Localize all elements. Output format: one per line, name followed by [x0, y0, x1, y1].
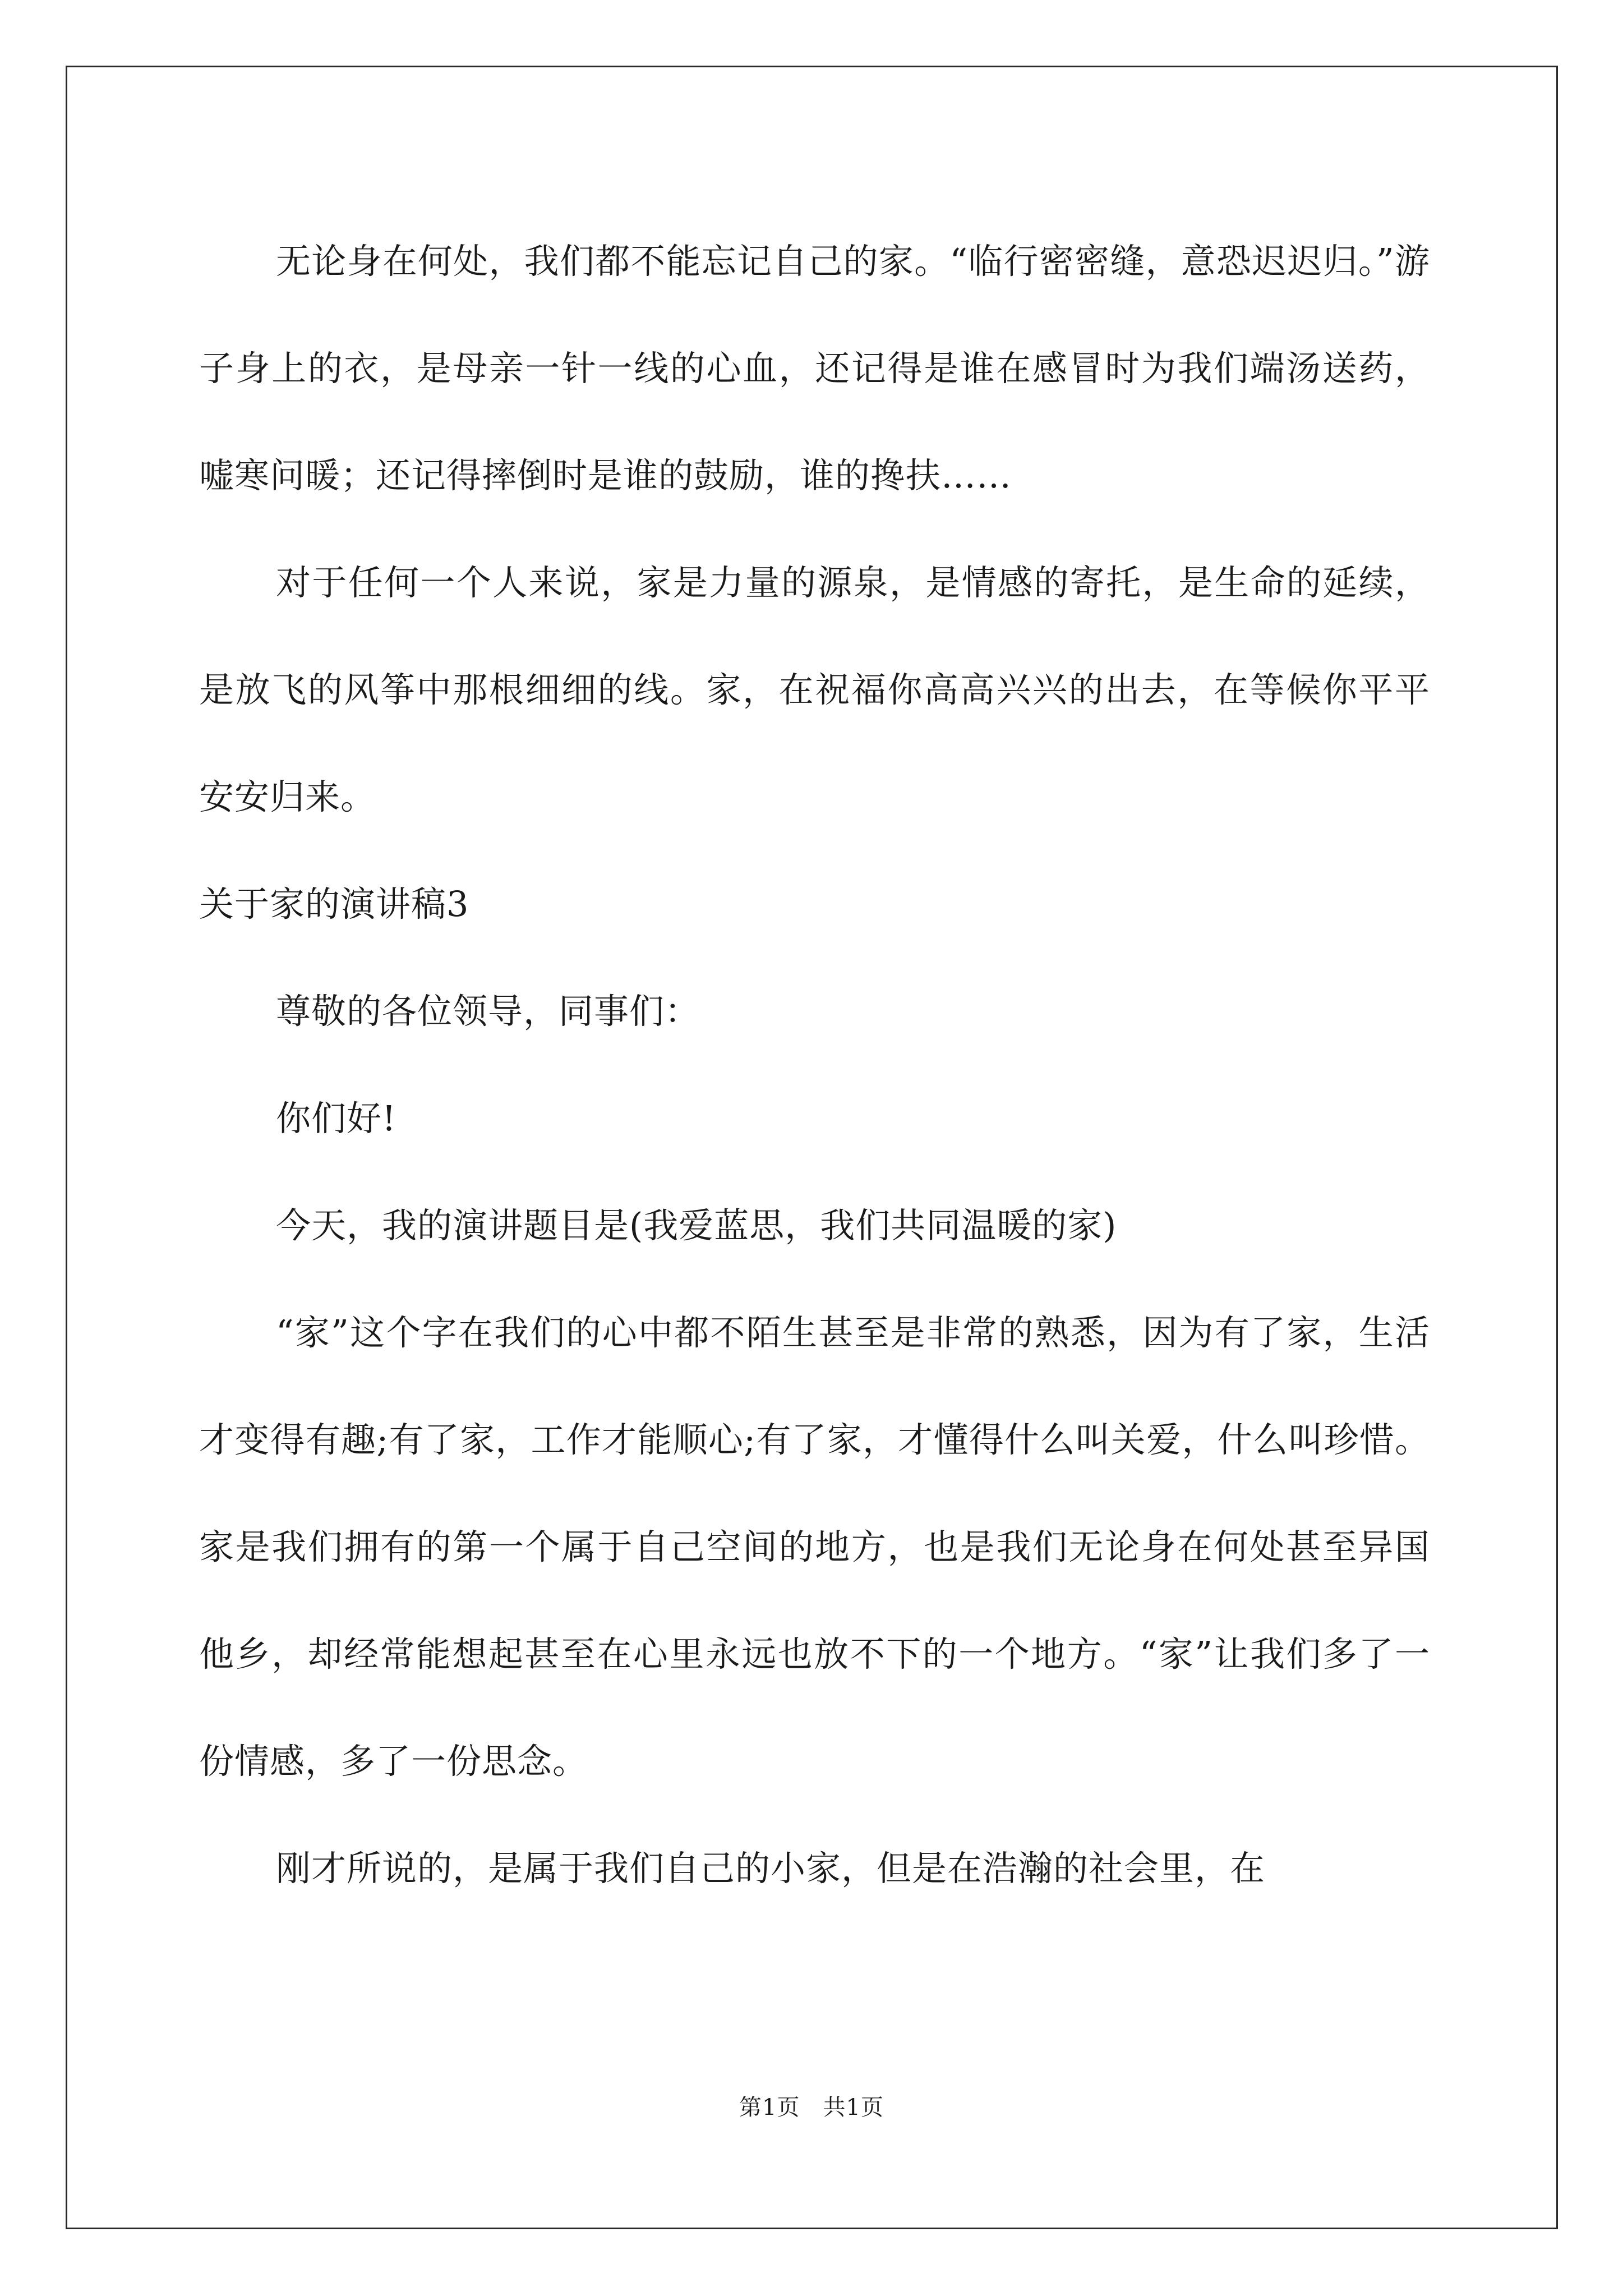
document-body	[199, 208, 1430, 1922]
paragraph-greeting: 你们好!	[276, 1098, 396, 1139]
paragraph-home-meaning: “家”这个字在我们的心中都不陌生甚至是非常的熟悉，因为有了家，生活才变得有趣;有了家，工作才能顺心;有了家，才懂得什么叫关爱，什么叫珍惜。家是我们拥有的第一个属于自己空间的地方，也是我们无论身在何处甚至异国他乡，却经常能想起甚至在心里永远也放不下的一个地方。“家”让我们多了一份情感，多了一份思念。	[199, 1312, 1430, 1782]
section-heading: 关于家的演讲稿3	[199, 884, 469, 924]
paragraph-1: 无论身在何处，我们都不能忘记自己的家。“临行密密缝，意恐迟迟归。”游子身上的衣，是母亲一针一线的心血，还记得是谁在感冒时为我们端汤送药，嘘寒问暖；还记得摔倒时是谁的鼓励，谁的搀扶……	[199, 241, 1430, 496]
paragraph-salutation: 尊敬的各位领导，同事们：	[276, 991, 700, 1032]
paragraph-topic: 今天，我的演讲题目是(我爱蓝思，我们共同温暖的家)	[276, 1205, 1117, 1246]
paragraph-continued: 刚才所说的，是属于我们自己的小家，但是在浩瀚的社会里，在	[276, 1848, 1266, 1889]
page-footer: 第1页 共1页	[739, 2095, 884, 2120]
paragraph-2: 对于任何一个人来说，家是力量的源泉，是情感的寄托，是生命的延续，是放飞的风筝中那根细细的线。家，在祝福你高高兴兴的出去，在等候你平平安安归来。	[199, 562, 1430, 817]
